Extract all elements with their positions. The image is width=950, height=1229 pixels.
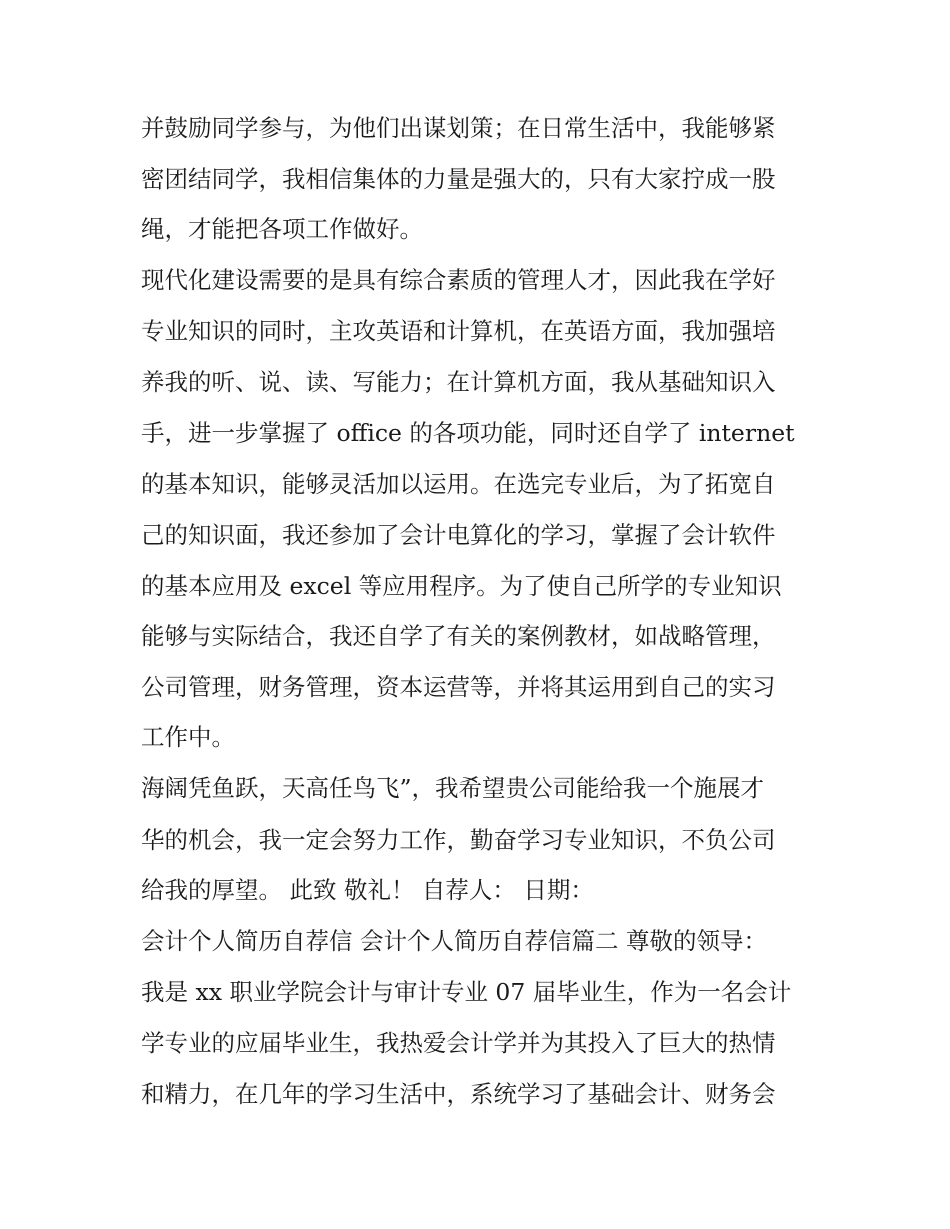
text-line: 华的机会，我一定会努力工作，勤奋学习专业知识，不负公司 — [141, 826, 776, 854]
text-line: 己的知识面，我还参加了会计电算化的学习，掌握了会计软件 — [141, 521, 776, 549]
text-line: 手，进一步掌握了 office 的各项功能，同时还自学了 internet — [141, 419, 795, 447]
text-line: 现代化建设需要的是具有综合素质的管理人才，因此我在学好 — [141, 266, 776, 294]
text-line: 能够与实际结合，我还自学了有关的案例教材，如战略管理， — [141, 622, 776, 650]
text-line: 我是 xx 职业学院会计与审计专业 07 届毕业生，作为一名会计 — [141, 978, 792, 1006]
text-line: 密团结同学，我相信集体的力量是强大的，只有大家拧成一股 — [141, 165, 776, 193]
text-line: 的基本应用及 excel 等应用程序。为了使自己所学的专业知识 — [141, 572, 782, 600]
text-line: 海阔凭鱼跃，天高任鸟飞”，我希望贵公司能给我一个施展才 — [141, 774, 765, 802]
text-line: 的基本知识，能够灵活加以运用。在选完专业后，为了拓宽自 — [141, 470, 776, 498]
text-line: 学专业的应届毕业生，我热爱会计学并为其投入了巨大的热情 — [141, 1029, 776, 1057]
text-line: 专业知识的同时，主攻英语和计算机，在英语方面，我加强培 — [141, 317, 776, 345]
text-line: 和精力，在几年的学习生活中，系统学习了基础会计、财务会 — [141, 1080, 776, 1108]
text-line: 绳，才能把各项工作做好。 — [141, 215, 423, 243]
text-line: 给我的厚望。 此致 敬礼！ 自荐人： 日期： — [141, 876, 594, 904]
text-line: 工作中。 — [141, 723, 235, 751]
text-line: 并鼓励同学参与，为他们出谋划策；在日常生活中，我能够紧 — [141, 114, 776, 142]
text-line: 养我的听、说、读、写能力；在计算机方面，我从基础知识入 — [141, 368, 776, 396]
text-line: 公司管理，财务管理，资本运营等，并将其运用到自己的实习 — [141, 673, 776, 701]
text-line: 会计个人简历自荐信 会计个人简历自荐信篇二 尊敬的领导： — [141, 927, 767, 955]
